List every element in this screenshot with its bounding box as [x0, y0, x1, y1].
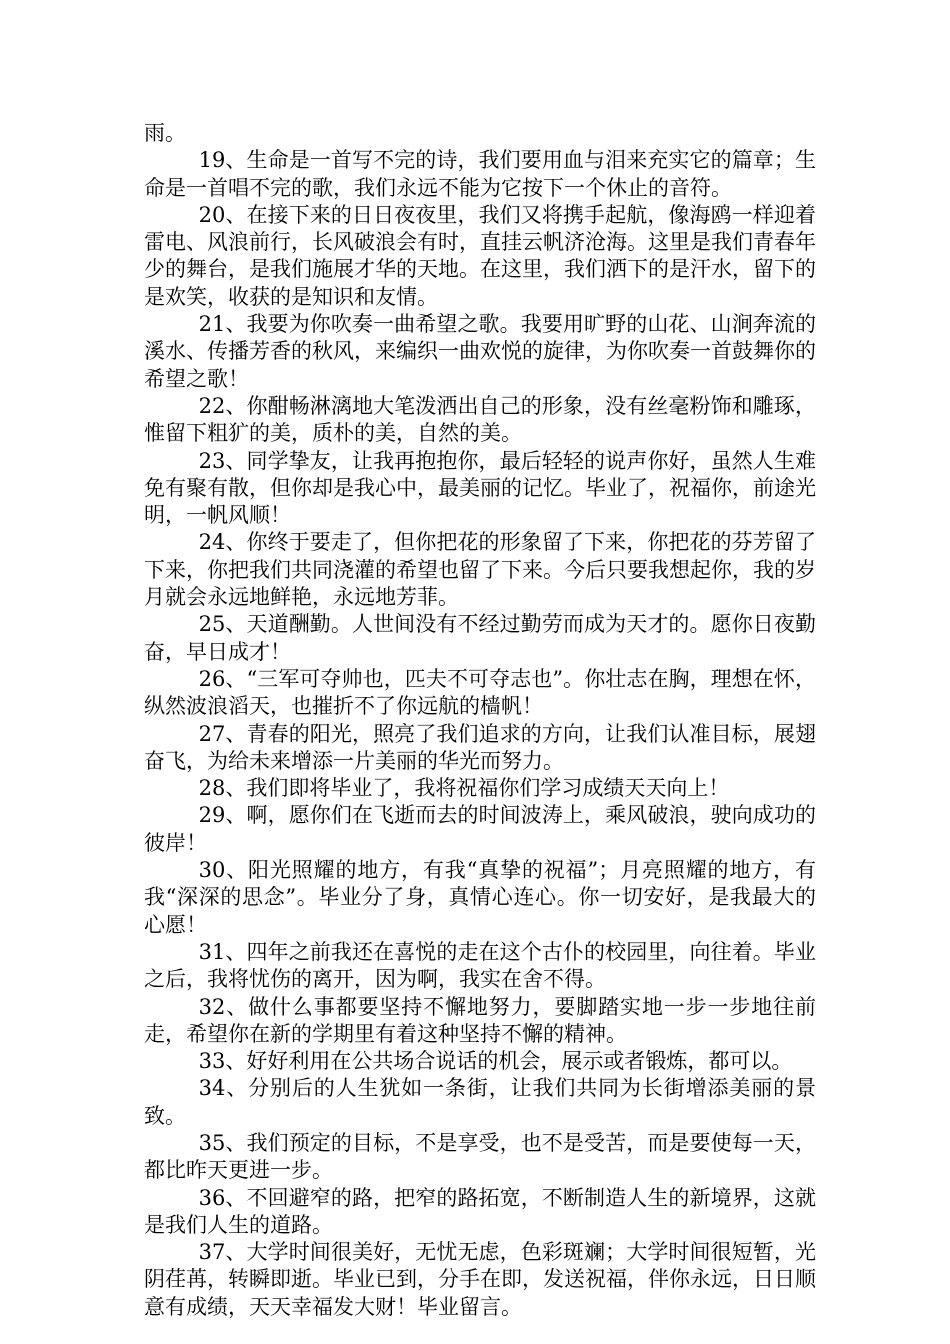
paragraph-31: 31、四年之前我还在喜悦的走在这个古仆的校园里，向往着。毕业之后，我将忧伤的离开，因为啊，我实在舍不得。	[144, 939, 816, 992]
paragraph-19: 19、生命是一首写不完的诗，我们要用血与泪来充实它的篇章；生命是一首唱不完的歌，我们永远不能为它按下一个休止的音符。	[144, 148, 816, 200]
paragraph-30: 30、阳光照耀的地方，有我“真挚的祝福”；月亮照耀的地方，有我“深深的思念”。毕业分了身，真情心连心。你一切安好，是我最大的心愿！	[144, 858, 816, 937]
paragraph-25: 25、天道酬勤。人世间没有不经过勤劳而成为天才的。愿你日夜勤奋，早日成才！	[144, 612, 816, 664]
paragraph-33: 33、好好利用在公共场合说话的机会，展示或者锻炼，都可以。	[198, 1049, 793, 1074]
paragraph-24: 24、你终于要走了，但你把花的形象留了下来，你把花的芬芳留了下来，你把我们共同浇灌的希望也留了下来。今后只要我想起你，我的岁月就会永远地鲜艳，永远地芳菲。	[144, 530, 816, 610]
document-body	[144, 120, 816, 1321]
paragraph-29: 29、啊，愿你们在飞逝而去的时间波涛上，乘风破浪，驶向成功的彼岸！	[144, 803, 816, 855]
paragraph-35: 35、我们预定的目标，不是享受，也不是受苦，而是要使每一天，都比昨天更进一步。	[144, 1130, 816, 1183]
paragraph-26: 26、“三军可夺帅也，匹夫不可夺志也”。你壮志在胸，理想在怀，纵然波浪滔天，也摧折不了你远航的樯帆！	[144, 666, 816, 719]
paragraph-20: 20、在接下来的日日夜夜里，我们又将携手起航，像海鸥一样迎着雷电、风浪前行，长风破浪会有时，直挂云帆济沧海。这里是我们青春年少的舞台，是我们施展才华的天地。在这里，我们洒下的是汗水，留下的是欢笑，收获的是知识和友情。	[144, 202, 816, 309]
paragraph-28: 28、我们即将毕业了，我将祝福你们学习成绩天天向上！	[198, 776, 730, 801]
paragraph-continued: 雨。	[144, 121, 186, 145]
paragraph-21: 21、我要为你吹奏一曲希望之歌。我要用旷野的山花、山涧奔流的溪水、传播芳香的秋风，来编织一曲欢悦的旋律，为你吹奏一首鼓舞你的希望之歌！	[144, 312, 816, 391]
paragraph-22: 22、你酣畅淋漓地大笔泼洒出自己的形象，没有丝毫粉饰和雕琢，惟留下粗犷的美，质朴的美，自然的美。	[144, 393, 816, 446]
paragraph-23: 23、同学挚友，让我再抱抱你，最后轻轻的说声你好，虽然人生难免有聚有散，但你却是我心中，最美丽的记忆。毕业了，祝福你，前途光明，一帆风顺！	[144, 448, 816, 528]
paragraph-32: 32、做什么事都要坚持不懈地努力，要脚踏实地一步一步地往前走，希望你在新的学期里有着这种坚持不懈的精神。	[144, 994, 816, 1046]
paragraph-27: 27、青春的阳光，照亮了我们追求的方向，让我们认准目标，展翅奋飞，为给未来增添一片美丽的华光而努力。	[144, 721, 816, 773]
paragraph-34: 34、分别后的人生犹如一条街，让我们共同为长街增添美丽的景致。	[144, 1076, 816, 1128]
paragraph-37: 37、大学时间很美好，无忧无虑，色彩斑斓；大学时间很短暂，光阴荏苒，转瞬即逝。毕业已到，分手在即，发送祝福，伴你永远，日日顺意有成绩，天天幸福发大财！毕业留言。	[144, 1240, 816, 1319]
paragraph-36: 36、不回避窄的路，把窄的路拓宽，不断制造人生的新境界，这就是我们人生的道路。	[144, 1185, 816, 1237]
